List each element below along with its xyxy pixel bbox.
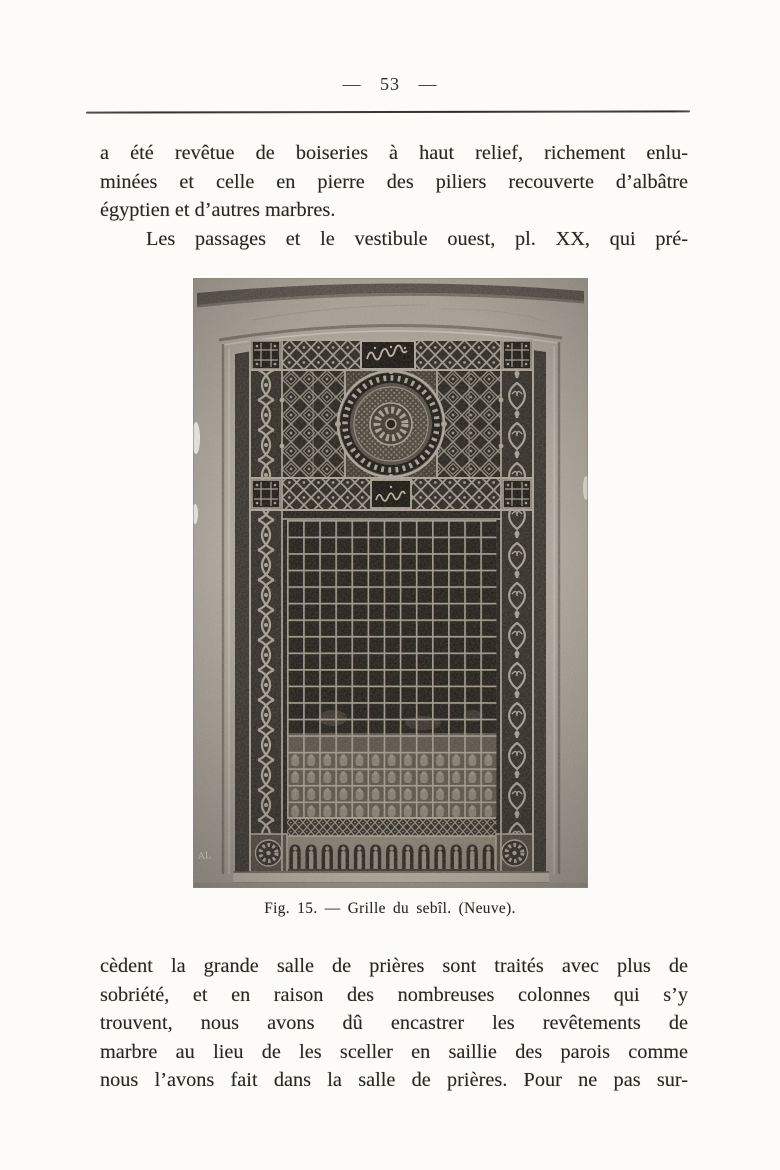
grille-photo	[193, 278, 588, 888]
text-line: minées et celle en pierre des piliers recouverte d’albâtre	[100, 170, 688, 193]
text-line: égyptien et d’autres marbres.	[100, 199, 336, 222]
photo-vignette	[193, 278, 588, 888]
text-line: a été revêtue de boiseries à haut relief, richement enlu-	[100, 142, 688, 164]
figure-caption: Fig. 15. — Grille du sebîl. (Neuve).	[264, 900, 516, 917]
page-number: — 53 —	[342, 74, 438, 94]
header-rule	[86, 110, 690, 113]
figure-photograph	[193, 278, 588, 888]
text-line: nous l’avons fait dans la salle de prières. Pour ne pas sur-	[100, 1069, 688, 1092]
text-line: Les passages et le vestibule ouest, pl. XX, qui pré-	[146, 227, 688, 250]
text-line: trouvent, nous avons dû encastrer les revêtements de	[100, 1012, 688, 1035]
text-line: sobriété, et en raison des nombreuses colonnes qui s’y	[100, 983, 688, 1006]
paragraph-top	[100, 139, 688, 253]
paragraph-bottom	[100, 952, 688, 1095]
text-line: marbre au lieu de les sceller en saillie des parois comme	[100, 1040, 688, 1063]
text-line: cèdent la grande salle de prières sont traités avec plus de	[100, 955, 688, 977]
